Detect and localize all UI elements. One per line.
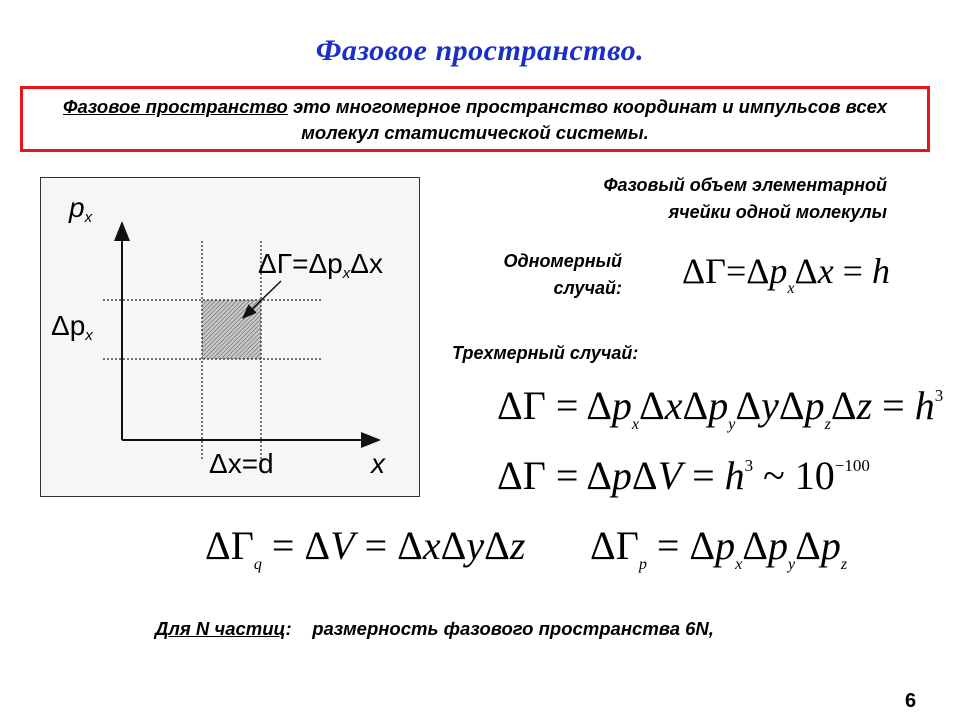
definition-term: Фазовое пространство (63, 96, 288, 117)
phase-space-diagram (40, 177, 420, 497)
definition-text: это многомерное пространство координат и импульсов всех молекул статистической системы. (287, 96, 887, 143)
formula-gamma-p: $\Delta\Gamma_p = \Delta p_x\Delta p_y\Delta p_z$ (590, 523, 848, 573)
x-axis-label: x (371, 448, 385, 479)
colon: : (285, 618, 292, 639)
three-dim-label: Трехмерный случай: (452, 343, 639, 363)
dp-label: $\Delta p_x$ (51, 310, 93, 344)
heading-line-2: ячейки одной молекулы (668, 202, 887, 222)
one-dim-line-1: Одномерный (503, 251, 622, 271)
heading-line-1: Фазовый объем элементарной (603, 175, 887, 195)
formula-one-dim: $\Delta\Gamma=\Delta p_x\Delta x = h$ (682, 251, 890, 297)
definition-box (20, 86, 930, 152)
n-particles-statement (155, 618, 714, 640)
n-particles-label: Для N частиц (155, 618, 286, 639)
page-title: Фазовое пространство. (315, 34, 645, 67)
n-particles-text: размерность фазового пространства 6N, (312, 618, 714, 639)
one-dim-label (440, 248, 622, 302)
formula-three-dim: $\Delta\Gamma = \Delta p_x\Delta x\Delta p_y\Delta y\Delta p_z\Delta z = h^3$ (497, 383, 944, 433)
cell-formula-label: $\Delta\Gamma=\Delta p_x\Delta x$ (258, 248, 383, 282)
formula-gamma-q: $\Delta\Gamma_q = \Delta V = \Delta x\Delta y\Delta z$ (205, 523, 526, 573)
cell-volume-heading (450, 172, 887, 226)
formula-volume: $\Delta\Gamma = \Delta p\Delta V = h^3$ ~ $10^{-100}$ (497, 453, 870, 498)
dx-label: Δx=d (209, 448, 274, 479)
y-axis-label: $p_x$ (69, 192, 93, 226)
one-dim-line-2: случай: (553, 278, 622, 298)
page-number: 6 (905, 690, 917, 712)
